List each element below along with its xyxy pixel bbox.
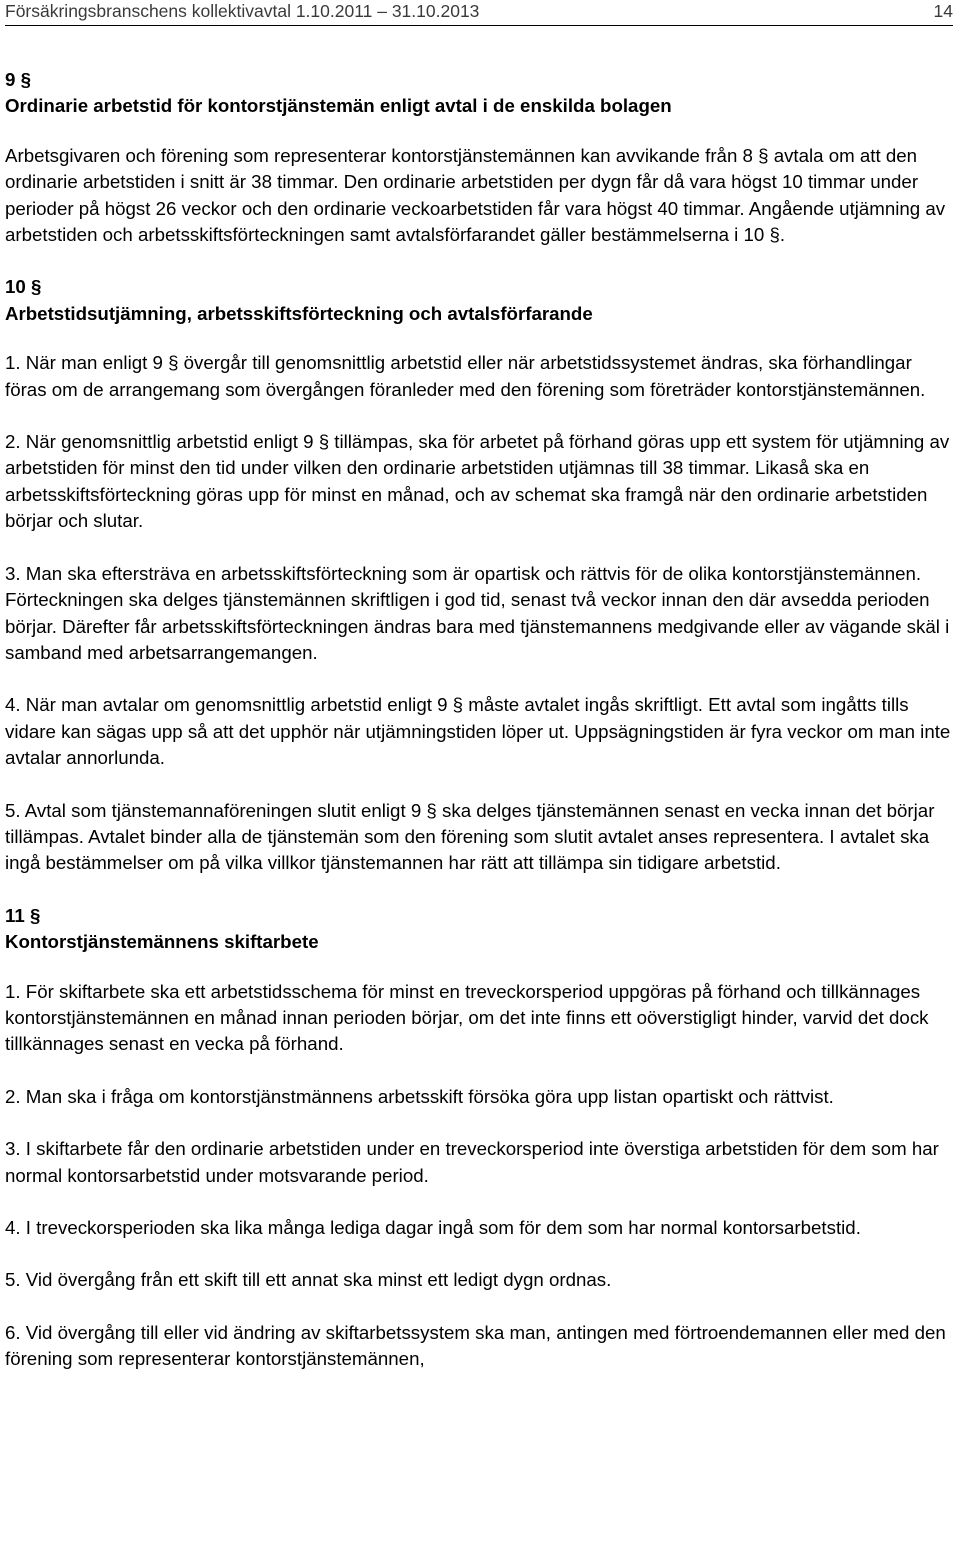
page-number: 14: [933, 1, 953, 21]
header-title: Försäkringsbranschens kollektivavtal 1.10.2011 – 31.10.2013: [5, 1, 480, 21]
paragraph: 6. Vid övergång till eller vid ändring av skiftarbetssystem ska man, antingen med förtroendemannen eller med den förening som representerar kontorstjänstemännen,: [5, 1321, 946, 1370]
paragraph: 2. När genomsnittlig arbetstid enligt 9 § tillämpas, ska för arbetet på förhand göras upp ett system för utjämning av arbetstiden för minst den tid under vilken den ordinarie arbetstiden utjämnas till 38 timmar. Likaså ska en arbetsskiftsförteckning göras upp för minst en månad, och av schemat ska framgå när den ordinarie arbetstiden börjar och slutar.: [5, 431, 950, 532]
paragraph: 5. Vid övergång från ett skift till ett annat ska minst ett ledigt dygn ordnas.: [5, 1269, 612, 1291]
section-heading: Arbetstidsutjämning, arbetsskiftsförteckning och avtalsförfarande: [5, 302, 593, 324]
section-heading: Kontorstjänstemännens skiftarbete: [5, 931, 319, 953]
running-header: [5, 0, 953, 22]
section-number: 10 §: [5, 276, 42, 298]
paragraph: 5. Avtal som tjänstemannaföreningen slutit enligt 9 § ska delges tjänstemännen senast en vecka innan det börjar tillämpas. Avtalet binder alla de tjänstemän som den förening som slutit avtalet anses representera. I avtalet ska ingå bestämmelser om på vilka villkor tjänstemannen har rätt att tillämpa sin tidigare arbetstid.: [5, 799, 935, 874]
paragraph: 4. I treveckorsperioden ska lika många lediga dagar ingå som för dem som har normal kontorsarbetstid.: [5, 1217, 861, 1238]
section-10: [5, 274, 953, 876]
paragraph: Arbetsgivaren och förening som representerar kontorstjänstemännen kan avvikande från 8 § avtala om att den ordinarie arbetstiden i snitt är 38 timmar. Den ordinarie arbetstiden per dygn får då vara högst 10 timmar under perioder på högst 26 veckor och den ordinarie veckoarbetstiden får vara högst 40 timmar. Angående utjämning av arbetstiden och arbetsskiftsförteckningen samt avtalsförfarandet gäller bestämmelserna i 10 §.: [5, 144, 946, 246]
paragraph: 3. Man ska eftersträva en arbetsskiftsförteckning som är opartisk och rättvis för de olika kontorstjänstemännen. Förteckningen ska delges tjänstemännen skriftligen i god tid, senast två veckor innan den där avsedda perioden börjar. Därefter får arbetsskiftsförteckningen ändras bara med tjänstemannens medgivande eller av vägande skäl i samband med arbetsarrangemangen.: [5, 562, 950, 663]
document-page: [5, 0, 953, 1370]
section-number: 11 §: [5, 904, 41, 926]
paragraph: 2. Man ska i fråga om kontorstjänstmännens arbetsskift försöka göra upp listan opartiskt och rättvist.: [5, 1085, 834, 1107]
section-11: [5, 903, 953, 1373]
section-number: 9 §: [5, 69, 31, 90]
paragraph: 1. För skiftarbete ska ett arbetstidsschema för minst en treveckorsperiod uppgöras på förhand och tillkännages kontorstjänstemännen en månad innan perioden börjar, om det inte finns ett oöverstigligt hinder, varvid det dock tillkännages senast en vecka på förhand.: [5, 980, 929, 1055]
section-9: [5, 67, 953, 248]
paragraph: 4. När man avtalar om genomsnittlig arbetstid enligt 9 § måste avtalet ingås skriftligt. Ett avtal som ingåtts tills vidare kan sägas upp så att det upphör när utjämningstiden löper ut. Uppsägningstiden är fyra veckor om man inte avtalar annorlunda.: [5, 694, 951, 769]
section-heading: Ordinarie arbetstid för kontorstjänstemän enligt avtal i de enskilda bolagen: [5, 95, 672, 117]
paragraph: 3. I skiftarbete får den ordinarie arbetstiden under en treveckorsperiod inte överstiga arbetstiden för dem som har normal kontorsarbetstid under motsvarande period.: [5, 1138, 939, 1186]
document-body: [5, 67, 953, 1399]
header-divider: [5, 25, 953, 26]
paragraph: 1. När man enligt 9 § övergår till genomsnittlig arbetstid eller när arbetstidssystemet ändras, ska förhandlingar föras om de arrangemang som övergången föranleder med den förening som företräder kontorstjänstemännen.: [5, 352, 926, 400]
